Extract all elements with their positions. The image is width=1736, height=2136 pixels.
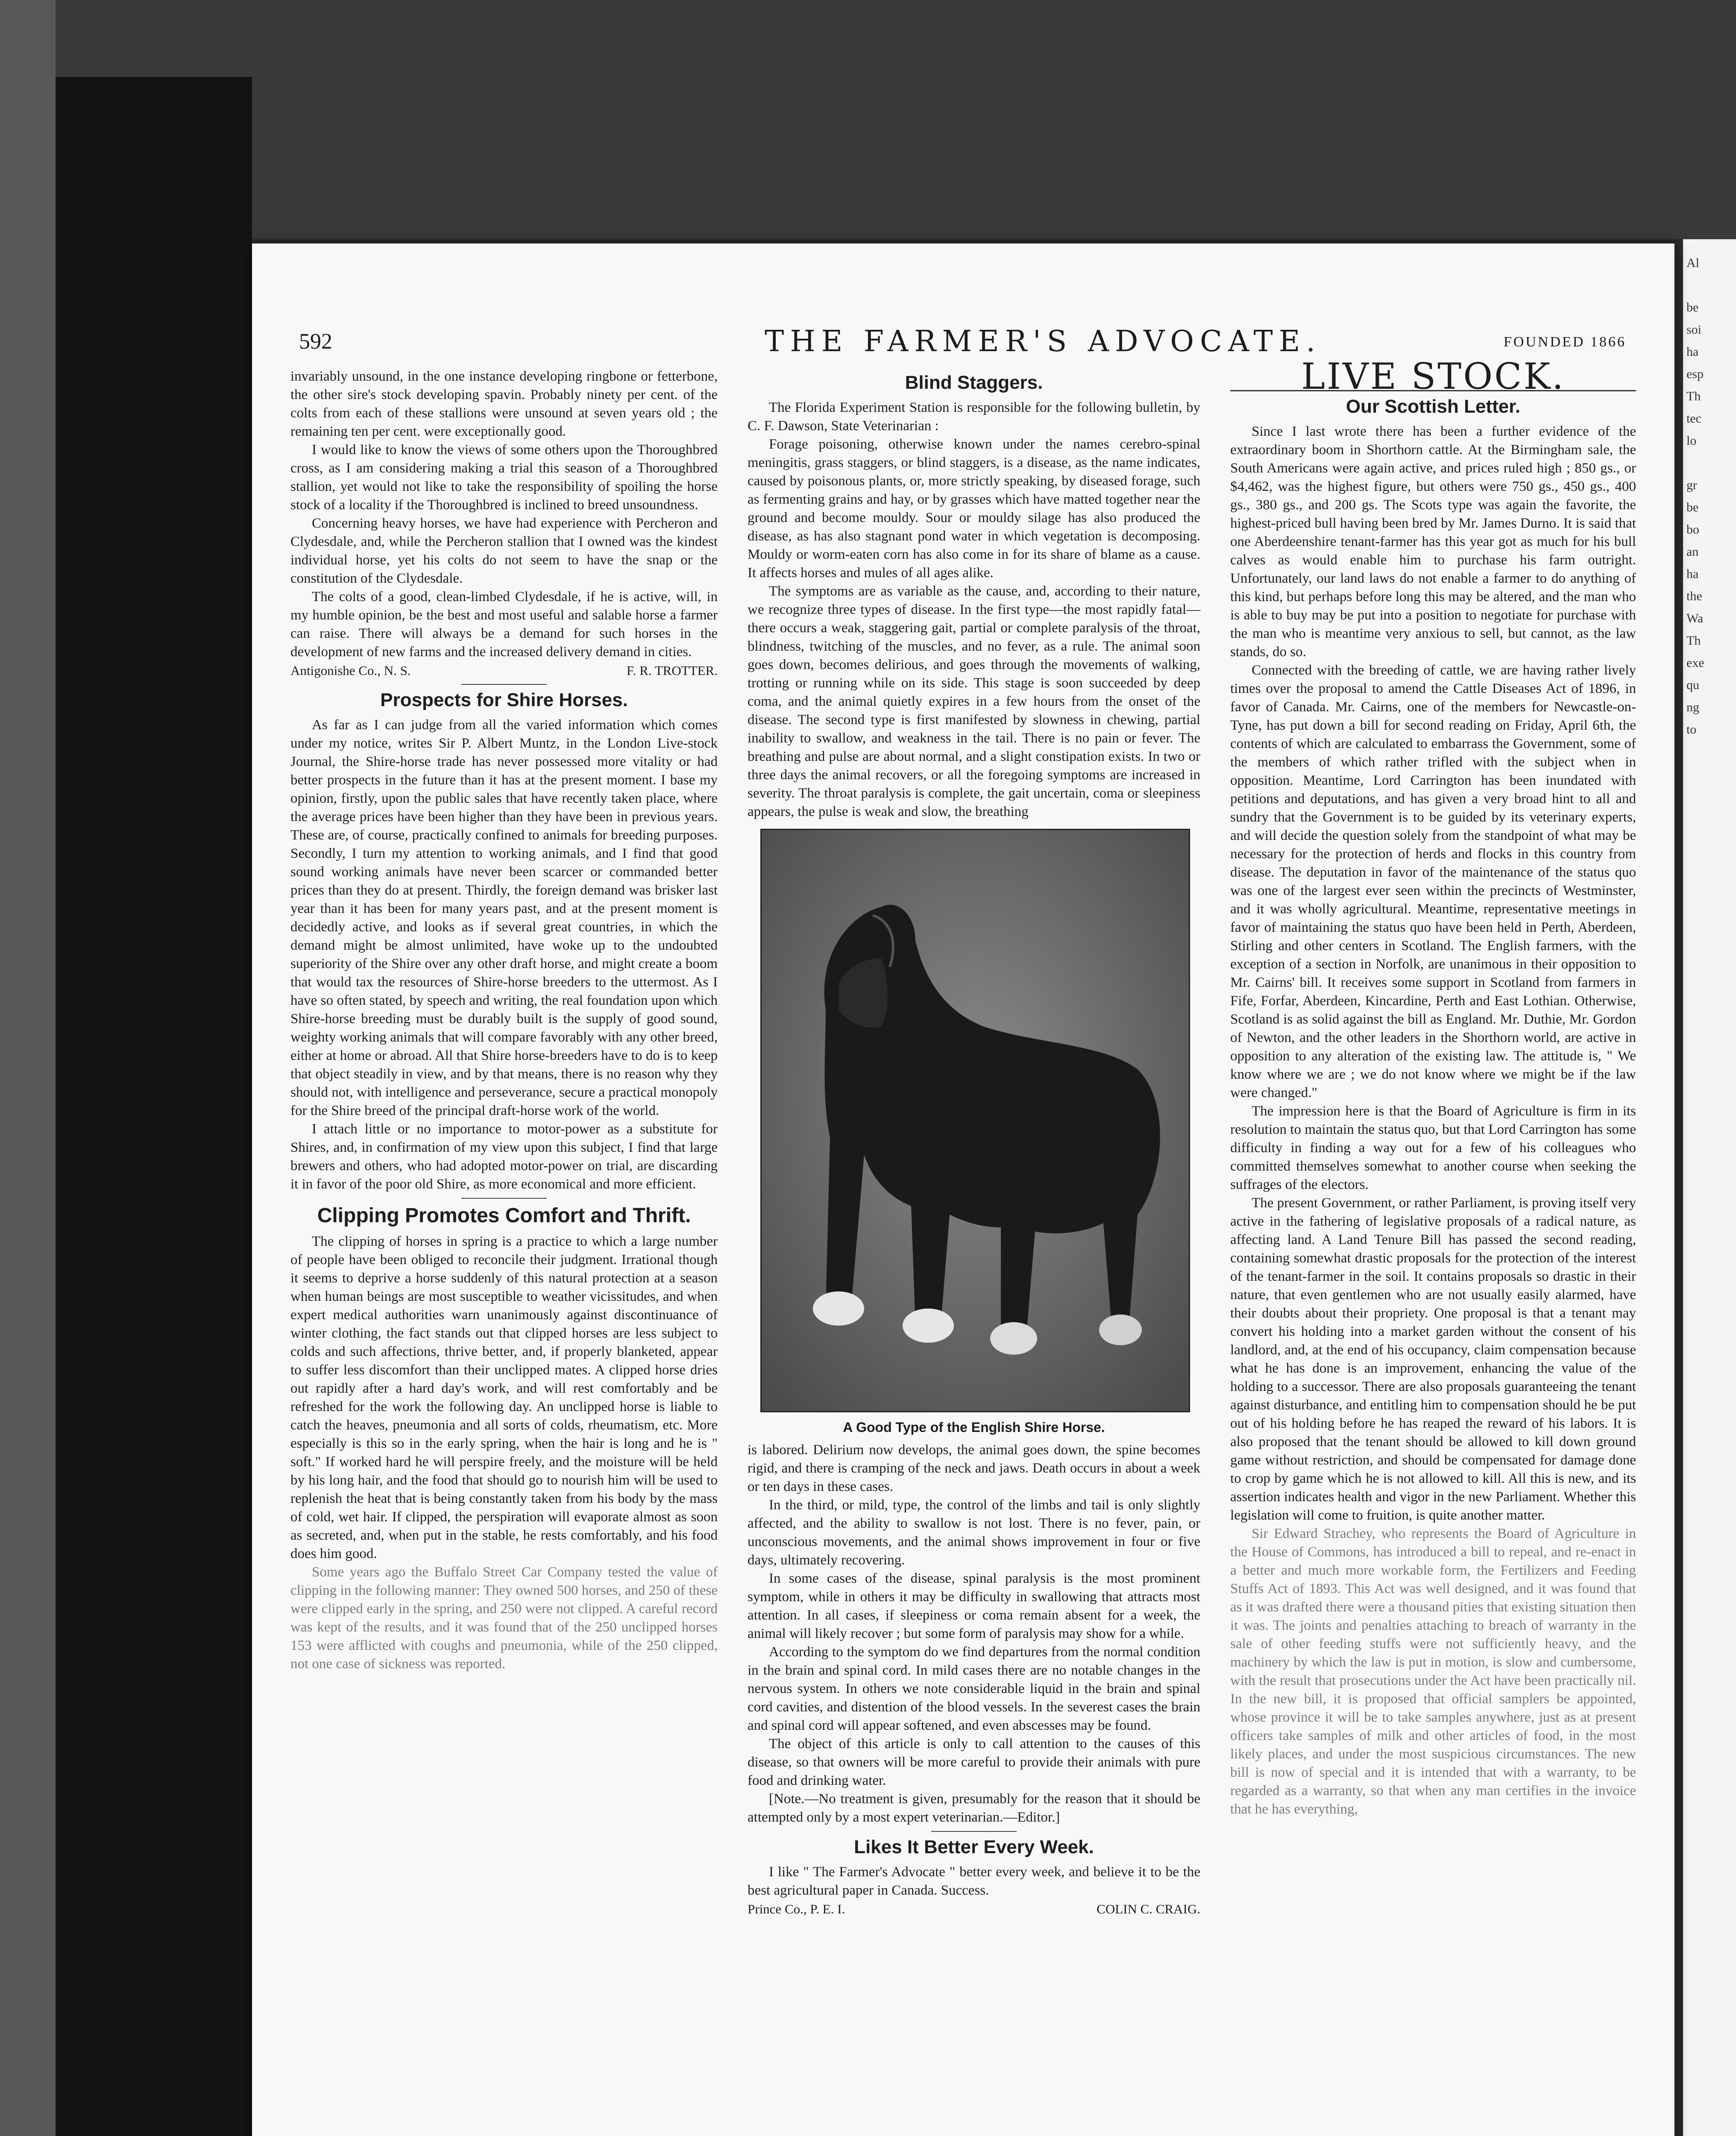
paragraph: Sir Edward Strachey, who represents the Board of Agriculture in the House of Commons, has introduced a bill to repeal, and re-enact in a better and much more workable form, the Fertilizers and Feeding Stuffs Act of 1893. This Act was well designed, and it was found that as it was drafted there were a thousand pities that existing situation then it was. The joints and penalties attaching to breach of warranty in the sale of other feeding stuffs were not sufficiently heavy, and the machinery by which the law is put in motion, is slow and cumbersome, with the result that prosecutions under the Act have been practically nil. In the new bill, it is proposed that official samplers be appointed, whose province it will be to take samples anywhere, just as at present officers take samples of milk and other articles of food, in the most likely places, and under the most suspicious circumstances. The new bill is now of special and it is intended that with a warranty, to be regarded as a warranty, so that when any man certifies in the invoice that he has everything,: [1230, 1526, 1636, 1817]
adjacent-page-fragment: [1683, 239, 1736, 2136]
divider: [931, 1831, 1017, 1832]
section-title: LIVE STOCK.: [1301, 355, 1565, 397]
signature-place: Antigonishe Co., N. S.: [290, 663, 411, 678]
paragraph: Some years ago the Buffalo Street Car Company tested the value of clipping in the following manner: They owned 500 horses, and 250 of these were clipped early in the spring, and 250 were not clipped. A careful record was kept of the results, and it was found that of the 250 unclipped horses 153 were afflicted with coughs and pneumonia, while of the 250 clipped, not one case of sickness was reported.: [290, 1564, 718, 1672]
paragraph: The symptoms are as variable as the cause, and, according to their nature, we recognize three types of disease. In the first type—the most rapidly fatal—there occurs a weak, staggering gait, partial or complete paralysis of the throat, blindness, twitching of the muscles, and no fever, as a rule. The animal soon goes down, becomes delirious, and goes through the movements of walking, trotting or running while on its side. This stage is soon succeeded by deep coma, and the animal quietly expires in a few hours from the onset of the disease. The second type is first manifested by slowness in chewing, partial inability to swallow, and weakness in the tail. There is no pain or fever. The breathing and pulse are about normal, and a slight constipation exists. In two or three days the animal recovers, or all the foregoing symptoms are increased in severity. The throat paralysis is complete, the gait uncertain, coma or sleepiness appears, the pulse is weak and slow, the breathing: [748, 584, 1200, 819]
paragraph: Forage poisoning, otherwise known under the names cerebro-spinal meningitis, grass staggers, or blind staggers, is a disease, as the name indicates, caused by poisonous plants, or, more strictly speaking, by diseased forage, such as fermenting grains and hay, or by grasses which have matted together near the ground and become mouldy. Sour or mouldy silage has also produced the disease, as has also stagnant pond water in which vegetation is decomposing. Mouldy or worm-eaten corn has also come in for its share of blame as a cause. It affects horses and mules of all ages alike.: [748, 437, 1200, 581]
newspaper-page: [252, 244, 1674, 2136]
paragraph: The object of this article is only to call attention to the causes of this disease, so that owners will be more careful to provide their animals with pure food and drinking water.: [748, 1736, 1200, 1788]
figure-caption: A Good Type of the English Shire Horse.: [843, 1420, 1105, 1435]
background-top: [0, 0, 1736, 239]
page-shadow: [56, 77, 252, 2136]
paragraph: I like " The Farmer's Advocate " better every week, and believe it to be the best agricultural paper in Canada. Success.: [748, 1864, 1200, 1898]
column-right: [1230, 355, 1636, 1819]
paragraph: Concerning heavy horses, we have had experience with Percheron and Clydesdale, and, while the Percheron stallion that I owned was the kindest individual horse, yet his colts do not seem to have the snap or the constitution of the Clydesdale.: [290, 516, 718, 586]
divider: [461, 1198, 547, 1199]
paragraph: I attach little or no importance to motor-power as a substitute for Shires, and, in confirmation of my view upon this subject, I find that large brewers and others, who had adopted motor-power on trial, are discarding it in favor of the poor old Shire, as more economical and more efficient.: [290, 1121, 718, 1192]
signature-name: COLIN C. CRAIG.: [1097, 1901, 1200, 1916]
signature-line: [290, 661, 718, 680]
paragraph: Since I last wrote there has been a further evidence of the extraordinary boom in Shorthorn cattle. At the Birmingham sale, the South Americans were again active, and prices ruled high ; 850 gs., or $4,462, was the highest figure, but others were 750 gs., 450 gs., 400 gs., 380 gs., and 200 gs. The Scots type was again the favorite, the highest-priced bull having been bred by Mr. James Durno. It is said that one Aberdeenshire tenant-farmer has this year got as much for his bull calves as would enable him to purchase his farm outright. Unfortunately, our land laws do not enable a farmer to do anything of this kind, but perhaps before long this may be altered, and the man who is able to buy may be put into a position to negotiate for purchase with the man who is meantime very anxious to sell, but cannot, as the law stands, do so.: [1230, 424, 1636, 660]
founded-note: FOUNDED 1866: [1504, 334, 1626, 350]
paragraph: [Note.—No treatment is given, presumably for the reason that it should be attempted only by a most expert veterinarian.—Editor.]: [748, 1791, 1200, 1825]
shire-horse-photo: [760, 829, 1190, 1412]
column-left: [290, 367, 718, 1673]
article-heading-shire: Prospects for Shire Horses.: [380, 690, 628, 710]
signature-line: [748, 1900, 1200, 1918]
paragraph: According to the symptom do we find departures from the normal condition in the brain and spinal cord. In mild cases there are no notable changes in the nervous system. In others we note considerable liquid in the brain and spinal cord cavities, and distention of the blood vessels. In the severest cases the brain and spinal cord will appear softened, and even abscesses may be found.: [748, 1644, 1200, 1733]
divider: [461, 684, 547, 685]
background-left: [0, 0, 56, 2136]
signature-name: F. R. TROTTER.: [626, 663, 718, 678]
paragraph: Connected with the breeding of cattle, we are having rather lively times over the proposal to amend the Cattle Diseases Act of 1896, in favor of Canada. Mr. Cairns, one of the members for Newcastle-on-Tyne, has put down a bill for second reading on Friday, April 6th, the contents of which are calculated to embarrass the Government, some of the members of which rather trifled with the subject when in opposition. Meantime, Lord Carrington has been inundated with petitions and deputations, and has given a very broad hint to all and sundry that the Government is to be guided by its veterinary experts, and will decide the question solely from the standpoint of what may be necessary for the protection of herds and flocks in this country from disease. The deputation in favor of the maintenance of the status quo was one of the largest ever seen within the precincts of Westminster, and it was wholly agricultural. Meantime, representative meetings in favor of maintaining the status quo have been held in Perth, Aberdeen, Stirling and other centers in Scotland. The English farmers, with the exception of a section in Norfolk, are unanimous in their opposition to Mr. Cairns' bill. It receives some support in Scotland from farmers in Fife, Forfar, Aberdeen, Kincardine, Perth and East Lothian. Otherwise, Scotland is as solid against the bill as England. Mr. Duthie, Mr. Gordon of Newton, and the other leaders in the Shorthorn world, are active in opposition to any alteration of the existing law. The attitude is, " We know where we are ; we do not know where we might be if the law were changed.": [1230, 663, 1636, 1100]
column-middle: [748, 367, 1200, 1918]
paragraph: is labored. Delirium now develops, the animal goes down, the spine becomes rigid, and there is cramping of the neck and jaws. Death occurs in about a week or ten days in these cases.: [748, 1442, 1200, 1494]
article-heading-clipping: Clipping Promotes Comfort and Thrift.: [317, 1204, 691, 1227]
adjacent-page-text: Al be soi ha esp Th tec lo gr be bo an ha the Wa Th exe qu ng to: [1686, 256, 1704, 736]
paragraph: The colts of a good, clean-limbed Clydesdale, if he is active, will, in my humble opinion, be the best and most useful and salable horse a farmer can raise. There will always be a demand for such horses in the development of new farms and the increased delivery demand in cities.: [290, 589, 718, 660]
article-heading-blind-staggers: Blind Staggers.: [905, 372, 1043, 393]
paragraph: As far as I can judge from all the varied information which comes under my notice, writes Sir P. Albert Muntz, in the London Live-stock Journal, the Shire-horse trade has never possessed more vitality or had better prospects in the future than it has at the present moment. I base my opinion, firstly, upon the public sales that have recently taken place, where the average prices have been higher than they have been in previous years. These are, of course, practically confined to animals for breeding purposes. Secondly, I turn my attention to working animals, and I find that good sound working animals have never been scarcer or commanded better prices than they do at present. Thirdly, the foreign demand was brisker last year than it has been for many years past, and at the present moment is decidedly active, and looks as if several great countries, in which the demand might be almost unlimited, have woke up to the undoubted superiority of the Shire over any other draft horse, and might create a boom that would tax the resources of Shire-horse breeders to the uttermost. As I have so often stated, by speech and writing, the real foundation upon which Shire-horse breeding must be durably built is the supply of good sound, weighty working animals that will compare favorably with any other breed, either at home or abroad. All that Shire horse-breeders have to do is to keep that object steadily in view, and by that means, there is no reason why they should not, with intelligence and perseverance, secure a practical monopoly for the Shire breed of the principal draft-horse work of the world.: [290, 717, 718, 1118]
page-header: [252, 312, 1674, 359]
page-number: 592: [299, 329, 332, 354]
article-heading-scottish-letter: Our Scottish Letter.: [1346, 396, 1521, 417]
horse-illustration: [762, 830, 1189, 1411]
paragraph: The present Government, or rather Parliament, is proving itself very active in the fathering of legislative proposals of a radical nature, as affecting land. A Land Tenure Bill has passed the second reading, containing somewhat drastic proposals for the protection of the interest of the tenant-farmer in the soil. It contains proposals so drastic in their nature, that even gentlemen who are not usually easily alarmed, have their doubts about their propriety. One proposal is that a tenant may convert his holding into a market garden without the consent of his landlord, and, at the end of his occupancy, claim compensation because what he has done is an improvement, enhancing the value of the holding to a successor. There are also proposals guaranteeing the tenant against disturbance, and entitling him to compensation should he be put out of his holding before he has reaped the reward of his labors. It is also proposed that the tenant should be allowed to kill down ground game without restriction, and should be compensated for damage done to crop by game which he is not allowed to kill. All this is new, and its assertion indicates health and vigor in the new Parliament. Whether this legislation will come to fruition, is quite another matter.: [1230, 1195, 1636, 1523]
paragraph: The impression here is that the Board of Agriculture is firm in its resolution to maintain the status quo, but that Lord Carrington has some difficulty in finding a way out for a few of his colleagues who committed themselves somewhat to another course when seeking the suffrages of the electors.: [1230, 1103, 1636, 1192]
paragraph: The clipping of horses in spring is a practice to which a large number of people have been obliged to reconcile their judgment. Irrational though it seems to deprive a horse suddenly of this natural protection at a season when human beings are most susceptible to weather vicissitudes, and when expert medical authorities warn unanimously against discontinuance of winter clothing, the fact stands out that clipped horses are less subject to colds and such affections, thrive better, and, if properly blanketed, appear to suffer less discomfort than their unclipped mates. A clipped horse dries out rapidly after a hard day's work, and will rest comfortably and be refreshed for the work the following day. An unclipped horse is liable to catch the heaves, pneumonia and all sorts of colds, rheumatism, etc. More especially is this so in the early spring, when the hair is long and he is " soft." If worked hard he will perspire freely, and the moisture will be held by his long hair, and the food that should go to nourish him will be used to replenish the heat that is being constantly taken from his body by the mass of cold, wet hair. If clipped, the perspiration will evaporate almost as soon as secreted, and, when put in the stable, he rests comfortably, and his food does him good.: [290, 1234, 718, 1561]
paragraph: In the third, or mild, type, the control of the limbs and tail is only slightly affected, and the ability to swallow is not lost. There is no fever, pain, or unconscious movements, and the animal shows improvement in four or five days, ultimately recovering.: [748, 1497, 1200, 1568]
paragraph: In some cases of the disease, spinal paralysis is the most prominent symptom, while in others it may be difficulty in swallowing that attracts most attention. In all cases, if sleepiness or coma remain absent for a week, the animal will likely recover ; but some form of paralysis may show for a while.: [748, 1571, 1200, 1641]
paragraph: I would like to know the views of some others upon the Thoroughbred cross, as I am considering making a trial this season of a Thoroughbred stallion, yet would not like to take the responsibility of spoiling the horse stock of a locality if the Thoroughbred is inclined to breed unsoundness.: [290, 442, 718, 513]
figure: [760, 829, 1188, 1437]
signature-place: Prince Co., P. E. I.: [748, 1901, 845, 1916]
article-heading-likes: Likes It Better Every Week.: [854, 1837, 1094, 1857]
paragraph: invariably unsound, in the one instance developing ringbone or fetterbone, the other sire's stock developing spavin. Probably ninety per cent. of the colts from each of these stallions were unsound at seven years old ; the remaining ten per cent. were exceptionally good.: [290, 369, 718, 439]
masthead-title: THE FARMER'S ADVOCATE.: [765, 325, 1321, 358]
paragraph: The Florida Experiment Station is responsible for the following bulletin, by C. F. Dawson, State Veterinarian :: [748, 400, 1200, 434]
